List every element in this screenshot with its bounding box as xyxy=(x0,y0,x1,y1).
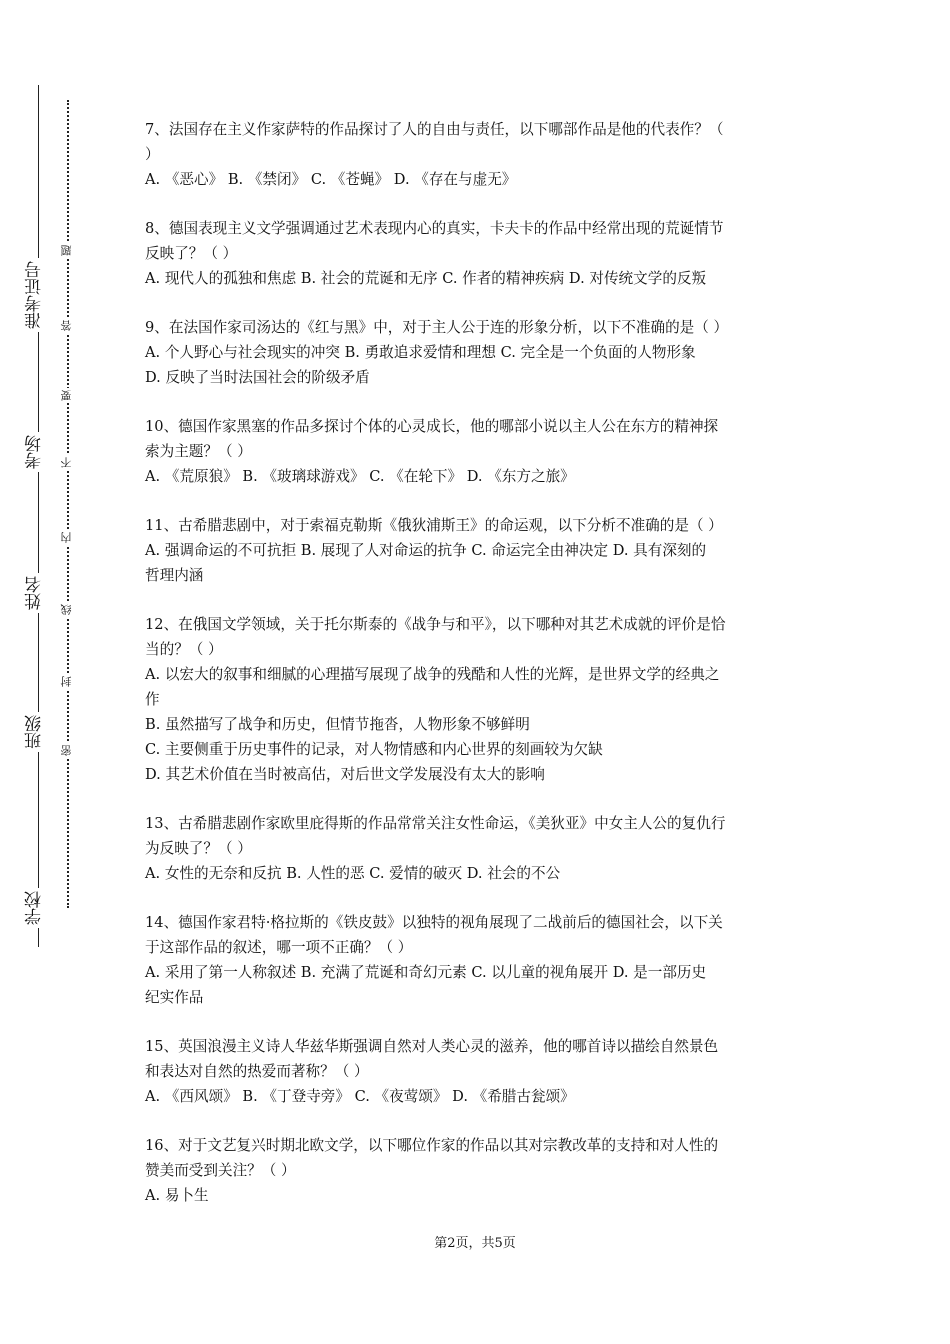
class-field: 班级 xyxy=(27,712,44,752)
question-stem-line: 10、德国作家黑塞的作品多探讨个体的心灵成长，他的哪部小说以主人公在东方的精神探 xyxy=(145,418,719,435)
question-item xyxy=(145,1034,810,1109)
question-options-line: A. 《恶心》 B. 《禁闭》 C. 《苍蝇》 D. 《存在与虚无》 xyxy=(145,171,517,188)
question-stem-line: 当的？（ ） xyxy=(145,641,223,658)
question-options-line: C. 主要侧重于历史事件的记录，对人物情感和内心世界的刻画较为欠缺 xyxy=(145,741,603,758)
question-stem-line: 反映了？（ ） xyxy=(145,245,238,262)
seal-dotted-line xyxy=(67,100,69,908)
question-item xyxy=(145,910,810,1010)
question-stem-line: 14、德国作家君特·格拉斯的《铁皮鼓》以独特的视角展现了二战前后的德国社会，以下关 xyxy=(145,914,723,931)
question-item xyxy=(145,216,810,291)
question-list xyxy=(145,117,810,1232)
seal-char: 答 xyxy=(60,320,73,331)
question-options-line: A. 采用了第一人称叙述 B. 充满了荒诞和奇幻元素 C. 以儿童的视角展开 D. 是一部历史 xyxy=(145,964,707,981)
question-stem-line: 8、德国表现主义文学强调通过艺术表现内心的真实，卡夫卡的作品中经常出现的荒诞情节 xyxy=(145,220,724,237)
seal-char: 封 xyxy=(60,676,73,687)
question-options-line: A. 女性的无奈和反抗 B. 人性的恶 C. 爱情的破灭 D. 社会的不公 xyxy=(145,865,561,882)
seal-char: 线 xyxy=(60,604,73,615)
question-stem-line: 为反映了？（ ） xyxy=(145,840,252,857)
question-options-line: 纪实作品 xyxy=(145,989,204,1006)
question-options-line: A. 《西风颂》 B. 《丁登寺旁》 C. 《夜莺颂》 D. 《希腊古瓮颂》 xyxy=(145,1088,575,1105)
question-options-line: 哲理内涵 xyxy=(145,567,204,584)
question-stem-line: 13、古希腊悲剧作家欧里庇得斯的作品常常关注女性命运，《美狄亚》中女主人公的复仇行 xyxy=(145,815,726,832)
question-stem-line: 7、法国存在主义作家萨特的作品探讨了人的自由与责任，以下哪部作品是他的代表作？（ xyxy=(145,121,724,138)
question-options-line: A. 以宏大的叙事和细腻的心理描写展现了战争的残酷和人性的光辉，是世界文学的经典之 xyxy=(145,666,720,683)
binding-solid-line xyxy=(38,85,39,947)
question-item xyxy=(145,117,810,192)
question-options-line: A. 易卜生 xyxy=(145,1187,209,1204)
name-field: 姓名 xyxy=(27,573,44,613)
question-item xyxy=(145,811,810,886)
page-footer: 第2页，共5页 xyxy=(434,1236,516,1251)
question-options-line: A. 个人野心与社会现实的冲突 B. 勇敢追求爱情和理想 C. 完全是一个负面的人物形象 xyxy=(145,344,696,361)
question-item xyxy=(145,315,810,390)
binding-margin xyxy=(0,0,120,1344)
exam-room-field: 考场 xyxy=(27,432,44,472)
seal-char: 密 xyxy=(60,745,73,756)
question-item xyxy=(145,414,810,489)
seal-char: 要 xyxy=(60,390,73,401)
seal-char: 题 xyxy=(60,245,73,256)
question-stem-line: 于这部作品的叙述，哪一项不正确？（ ） xyxy=(145,939,413,956)
question-stem-line: 15、英国浪漫主义诗人华兹华斯强调自然对人类心灵的滋养，他的哪首诗以描绘自然景色 xyxy=(145,1038,719,1055)
question-stem-line: 索为主题？（ ） xyxy=(145,443,252,460)
question-options-line: B. 虽然描写了战争和历史，但情节拖沓，人物形象不够鲜明 xyxy=(145,716,530,733)
question-options-line: A. 现代人的孤独和焦虑 B. 社会的荒诞和无序 C. 作者的精神疾病 D. 对传统文学的反叛 xyxy=(145,270,707,287)
question-stem-line: 16、对于文艺复兴时期北欧文学，以下哪位作家的作品以其对宗教改革的支持和对人性的 xyxy=(145,1137,719,1154)
seal-char: 不 xyxy=(60,457,73,468)
admission-number-field: 准考证号 xyxy=(27,258,44,332)
school-field: 学校 xyxy=(27,888,44,928)
seal-char: 内 xyxy=(60,532,73,543)
question-options-line: 作 xyxy=(145,691,160,708)
question-stem-line: 9、在法国作家司汤达的《红与黑》中，对于主人公于连的形象分析，以下不准确的是（ ） xyxy=(145,319,729,336)
question-options-line: A. 《荒原狼》 B. 《玻璃球游戏》 C. 《在轮下》 D. 《东方之旅》 xyxy=(145,468,575,485)
question-stem-line: ） xyxy=(145,146,160,163)
question-stem-line: 12、在俄国文学领域，关于托尔斯泰的《战争与和平》，以下哪种对其艺术成就的评价是恰 xyxy=(145,616,726,633)
question-item xyxy=(145,513,810,588)
question-stem-line: 赞美而受到关注？（ ） xyxy=(145,1162,296,1179)
question-item xyxy=(145,612,810,787)
question-stem-line: 和表达对自然的热爱而著称？（ ） xyxy=(145,1063,369,1080)
question-options-line: A. 强调命运的不可抗拒 B. 展现了人对命运的抗争 C. 命运完全由神决定 D. 具有深刻的 xyxy=(145,542,707,559)
question-options-line: D. 反映了当时法国社会的阶级矛盾 xyxy=(145,369,370,386)
question-stem-line: 11、古希腊悲剧中，对于索福克勒斯《俄狄浦斯王》的命运观，以下分析不准确的是（ ） xyxy=(145,517,723,534)
question-item xyxy=(145,1133,810,1208)
question-options-line: D. 其艺术价值在当时被高估，对后世文学发展没有太大的影响 xyxy=(145,766,545,783)
